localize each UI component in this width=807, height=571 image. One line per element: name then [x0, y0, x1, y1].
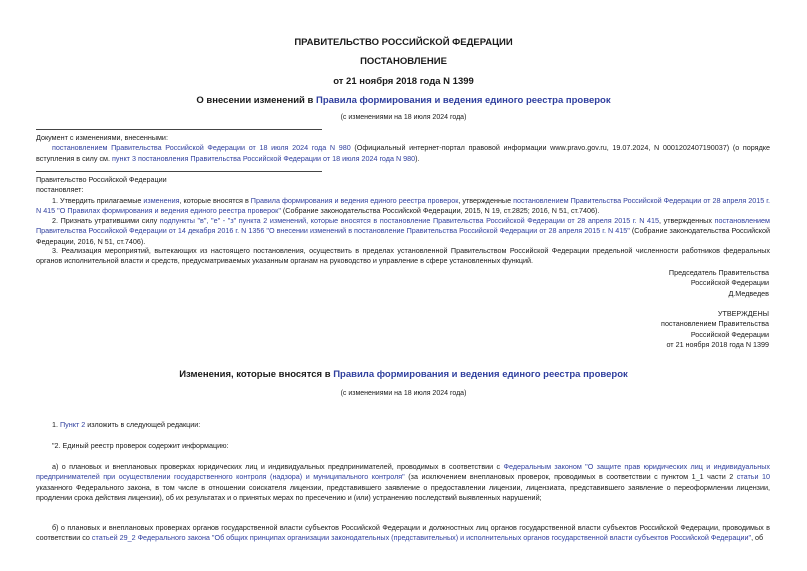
clause-2: [36, 216, 770, 247]
subpoint-a: [36, 462, 770, 504]
clause-text: , утвержденных: [659, 216, 715, 225]
preamble-line: постановляет:: [36, 185, 84, 195]
point-2-link[interactable]: Пункт 2: [60, 420, 86, 429]
divider: [36, 171, 322, 172]
subpoint-text: , об: [751, 533, 764, 543]
divider: [36, 129, 322, 130]
preamble: [36, 175, 770, 196]
change-2: [36, 441, 770, 451]
changes-link[interactable]: изменения: [143, 196, 180, 205]
entry-into-force-link[interactable]: пункт 3 постановления Правительства Российской Федерации от 18 июля 2024 года N 980: [112, 153, 416, 163]
rules-link[interactable]: Правила формирования и ведения единого реестра проверок: [250, 196, 459, 205]
amendments-text-end: ).: [415, 153, 420, 163]
clause-text: , утвержденные: [458, 196, 514, 205]
subpoint-text: (за исключением внеплановых проверок, проводимых в соответствии с пунктом 1_1 части 2: [404, 472, 737, 482]
doc-title-link[interactable]: Правила формирования и ведения единого реестра проверок: [316, 95, 611, 106]
clause-text: , которые вносятся в: [179, 196, 251, 205]
change-text: изложить в следующей редакции:: [85, 420, 201, 429]
subpoint-b: [36, 523, 770, 544]
changes-revision-note: (с изменениями на 18 июля 2024 года): [340, 390, 467, 397]
changes-title: [0, 369, 807, 380]
approval-line: постановлением Правительства: [661, 319, 769, 329]
amending-act-link[interactable]: постановлением Правительства Российской Федерации от 18 июля 2024 года N 980: [52, 143, 351, 153]
clause-3: [36, 246, 770, 267]
subclauses-link[interactable]: подпункты "в", "е" - "з" пункта 2 изменений, которые вносятся в постановление Правительства Российской Федерации от 28 апреля 2015 г. N 415: [159, 216, 659, 225]
federal-law-link[interactable]: Федеральным законом "О защите прав юридических лиц и индивидуальных предпринимателей при осуществлении государственного контроля (надзора) и муниципального контроля": [36, 462, 770, 482]
subpoint-text: указанного Федерального закона, в том числе в отношении соискателя лицензии, представившего заявление о предоставлении лицензии, лицензиата, представившего заявление о переоформлении лицензии, продлении срока действия лицензии), об их результатах и о принятых мерах по пресечению и (или) устранению последствий выявленных нарушений;: [36, 482, 770, 503]
amendments-note: [36, 133, 770, 164]
approval-line: Российской Федерации: [690, 329, 769, 339]
signature-block: [669, 268, 769, 299]
approval-line: УТВЕРЖДЕНЫ: [717, 309, 769, 318]
change-text: "2. Единый реестр проверок содержит информацию:: [52, 441, 229, 450]
amendments-caption: Документ с изменениями, внесенными:: [36, 133, 168, 142]
article-29-2-link[interactable]: статьей 29_2 Федерального закона "Об общих принципах организации законодательных (представительных) и исполнительных органов государственной власти субъектов Российской Федерации": [91, 533, 752, 543]
signature-name: Д.Медведев: [728, 288, 769, 298]
changes-title-link[interactable]: Правила формирования и ведения единого реестра проверок: [333, 369, 628, 380]
revision-note: (с изменениями на 18 июля 2024 года): [340, 114, 467, 121]
resolution-415-link[interactable]: постановлением Правительства Российской Федерации от 28 апреля 2015 г. N 415 "О Правилах формирования и ведения единого реестра проверок": [36, 196, 770, 216]
signature-position: Председатель Правительства: [668, 268, 769, 277]
resolution-1356-link[interactable]: постановлением Правительства Российской Федерации от 14 декабря 2016 г. N 1356 "О внесении изменений в постановление Правительства Российской Федерации от 28 апреля 2015 г. N 415": [36, 216, 770, 236]
article-10-link[interactable]: статьи 10: [736, 472, 771, 482]
subpoint-text: б) о плановых и внеплановых проверках органов государственной власти субъектов Российской Федерации и должностных лиц органов государственной власти субъектов Российской Федерации, проводимых в соответствии со: [36, 523, 770, 543]
clause-text: 1. Утвердить прилагаемые: [52, 196, 144, 205]
change-number: 1.: [52, 420, 60, 429]
approval-block: [661, 309, 769, 351]
doc-date-number: от 21 ноября 2018 года N 1399: [333, 76, 474, 87]
approval-line: от 21 ноября 2018 года N 1399: [666, 340, 769, 350]
amendments-text: (Официальный интернет-портал правовой информации www.pravo.gov.ru, 19.07.2024, N 0001202407190037) (о порядке вступления в силу см.: [36, 143, 770, 163]
clause-text: (Собрание законодательства Российской Федерации, 2016, N 51, ст.7406).: [36, 226, 770, 246]
issuer-heading: ПРАВИТЕЛЬСТВО РОССИЙСКОЙ ФЕДЕРАЦИИ: [294, 37, 513, 48]
subpoint-text: а) о плановых и внеплановых проверках юридических лиц и индивидуальных предпринимателей, проводимых в соответствии с: [52, 462, 504, 471]
clause-text: (Собрание законодательства Российской Федерации, 2015, N 19, ст.2825; 2016, N 51, ст.7406).: [280, 206, 600, 216]
preamble-line: Правительство Российской Федерации: [36, 175, 167, 184]
changes-title-text: Изменения, которые вносятся в: [179, 369, 334, 380]
clause-text: 2. Признать утратившими силу: [52, 216, 160, 225]
clause-text: 3. Реализация мероприятий, вытекающих из настоящего постановления, осуществить в пределах установленной Правительством Российской Федерации предельной численности работников федеральных органов исполнительной власти и средств, предусматриваемых указанным органам на руководство и управление в сфере установленных функций.: [36, 246, 770, 266]
doc-type-heading: ПОСТАНОВЛЕНИЕ: [360, 56, 447, 67]
doc-title: [0, 95, 807, 106]
change-1: [36, 420, 770, 430]
signature-position: Российской Федерации: [690, 278, 769, 288]
amendments-body: [36, 143, 770, 164]
clause-1: [36, 196, 770, 217]
doc-title-text: О внесении изменений в: [196, 95, 316, 106]
